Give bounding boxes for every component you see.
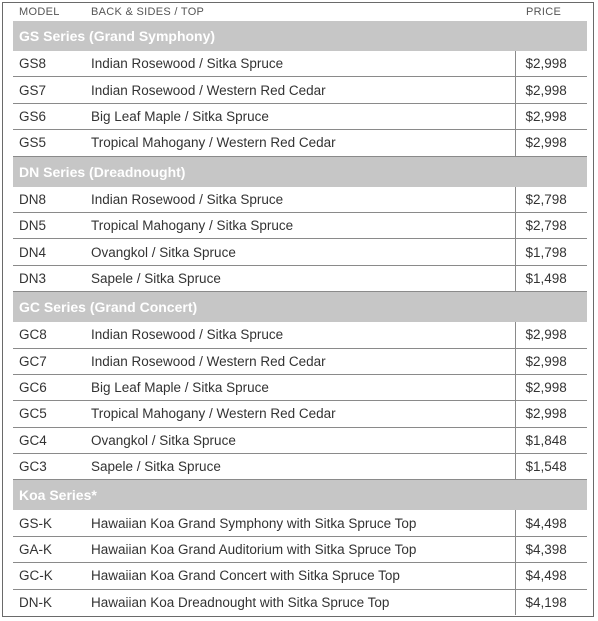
model-cell: GS-K bbox=[13, 510, 83, 536]
table-row bbox=[13, 103, 587, 129]
series-title: DN Series (Dreadnought) bbox=[13, 156, 587, 187]
model-cell: GS7 bbox=[13, 77, 83, 103]
column-header-description: BACK & SIDES / TOP bbox=[91, 6, 205, 18]
price-cell: $4,198 bbox=[515, 589, 587, 615]
price-cell: $1,848 bbox=[515, 427, 587, 453]
price-table-body bbox=[13, 21, 587, 615]
model-cell: GC4 bbox=[13, 427, 83, 453]
table-row bbox=[13, 401, 587, 427]
price-cell: $4,498 bbox=[515, 510, 587, 536]
table-row bbox=[13, 239, 587, 265]
model-cell: GS5 bbox=[13, 130, 83, 156]
table-row bbox=[13, 77, 587, 103]
model-cell: GC-K bbox=[13, 563, 83, 589]
description-cell: Indian Rosewood / Sitka Spruce bbox=[83, 187, 515, 213]
description-cell: Sapele / Sitka Spruce bbox=[83, 454, 515, 480]
table-row bbox=[13, 322, 587, 348]
price-cell: $1,498 bbox=[515, 265, 587, 291]
price-cell: $2,998 bbox=[515, 51, 587, 77]
model-cell: DN5 bbox=[13, 212, 83, 238]
series-title: GS Series (Grand Symphony) bbox=[13, 21, 587, 51]
description-cell: Big Leaf Maple / Sitka Spruce bbox=[83, 374, 515, 400]
table-row bbox=[13, 536, 587, 562]
price-cell: $1,548 bbox=[515, 454, 587, 480]
model-cell: GC7 bbox=[13, 348, 83, 374]
description-cell: Indian Rosewood / Sitka Spruce bbox=[83, 322, 515, 348]
price-cell: $2,998 bbox=[515, 77, 587, 103]
price-cell: $2,998 bbox=[515, 130, 587, 156]
description-cell: Big Leaf Maple / Sitka Spruce bbox=[83, 103, 515, 129]
series-header bbox=[13, 21, 587, 51]
description-cell: Tropical Mahogany / Western Red Cedar bbox=[83, 130, 515, 156]
column-header-model: MODEL bbox=[19, 6, 60, 18]
price-cell: $2,998 bbox=[515, 348, 587, 374]
price-cell: $1,798 bbox=[515, 239, 587, 265]
model-cell: GC6 bbox=[13, 374, 83, 400]
model-cell: GC3 bbox=[13, 454, 83, 480]
description-cell: Hawaiian Koa Grand Symphony with Sitka Spruce Top bbox=[83, 510, 515, 536]
table-row bbox=[13, 265, 587, 291]
description-cell: Hawaiian Koa Grand Auditorium with Sitka Spruce Top bbox=[83, 536, 515, 562]
description-cell: Tropical Mahogany / Western Red Cedar bbox=[83, 401, 515, 427]
model-cell: DN4 bbox=[13, 239, 83, 265]
description-cell: Hawaiian Koa Grand Concert with Sitka Spruce Top bbox=[83, 563, 515, 589]
price-cell: $2,798 bbox=[515, 212, 587, 238]
description-cell: Tropical Mahogany / Sitka Spruce bbox=[83, 212, 515, 238]
table-row bbox=[13, 510, 587, 536]
table-row bbox=[13, 589, 587, 615]
column-header-price: PRICE bbox=[526, 6, 562, 18]
model-cell: GC5 bbox=[13, 401, 83, 427]
series-header bbox=[13, 480, 587, 511]
series-title: Koa Series* bbox=[13, 480, 587, 511]
table-row bbox=[13, 212, 587, 238]
series-header bbox=[13, 292, 587, 323]
series-title: GC Series (Grand Concert) bbox=[13, 292, 587, 323]
price-cell: $2,998 bbox=[515, 401, 587, 427]
price-cell: $4,498 bbox=[515, 563, 587, 589]
price-list-frame bbox=[2, 2, 594, 617]
description-cell: Ovangkol / Sitka Spruce bbox=[83, 427, 515, 453]
description-cell: Sapele / Sitka Spruce bbox=[83, 265, 515, 291]
model-cell: GC8 bbox=[13, 322, 83, 348]
price-cell: $4,398 bbox=[515, 536, 587, 562]
column-header-row bbox=[3, 3, 593, 20]
table-row bbox=[13, 348, 587, 374]
table-row bbox=[13, 187, 587, 213]
model-cell: GS6 bbox=[13, 103, 83, 129]
model-cell: DN8 bbox=[13, 187, 83, 213]
table-row bbox=[13, 51, 587, 77]
table-row bbox=[13, 130, 587, 156]
description-cell: Hawaiian Koa Dreadnought with Sitka Spruce Top bbox=[91, 594, 390, 610]
model-cell: DN3 bbox=[13, 265, 83, 291]
model-cell: GA-K bbox=[13, 536, 83, 562]
table-row bbox=[13, 374, 587, 400]
series-header bbox=[13, 156, 587, 187]
price-cell: $2,998 bbox=[515, 103, 587, 129]
price-table bbox=[13, 21, 587, 615]
price-cell: $2,998 bbox=[515, 322, 587, 348]
price-cell: $2,998 bbox=[515, 374, 587, 400]
description-cell: Indian Rosewood / Western Red Cedar bbox=[83, 348, 515, 374]
table-row bbox=[13, 427, 587, 453]
description-cell: Indian Rosewood / Western Red Cedar bbox=[83, 77, 515, 103]
model-cell: GS8 bbox=[13, 51, 83, 77]
table-row bbox=[13, 454, 587, 480]
description-cell: Ovangkol / Sitka Spruce bbox=[83, 239, 515, 265]
price-cell: $2,798 bbox=[515, 187, 587, 213]
description-cell: Indian Rosewood / Sitka Spruce bbox=[83, 51, 515, 77]
model-cell: DN-K bbox=[19, 594, 52, 610]
table-row bbox=[13, 563, 587, 589]
